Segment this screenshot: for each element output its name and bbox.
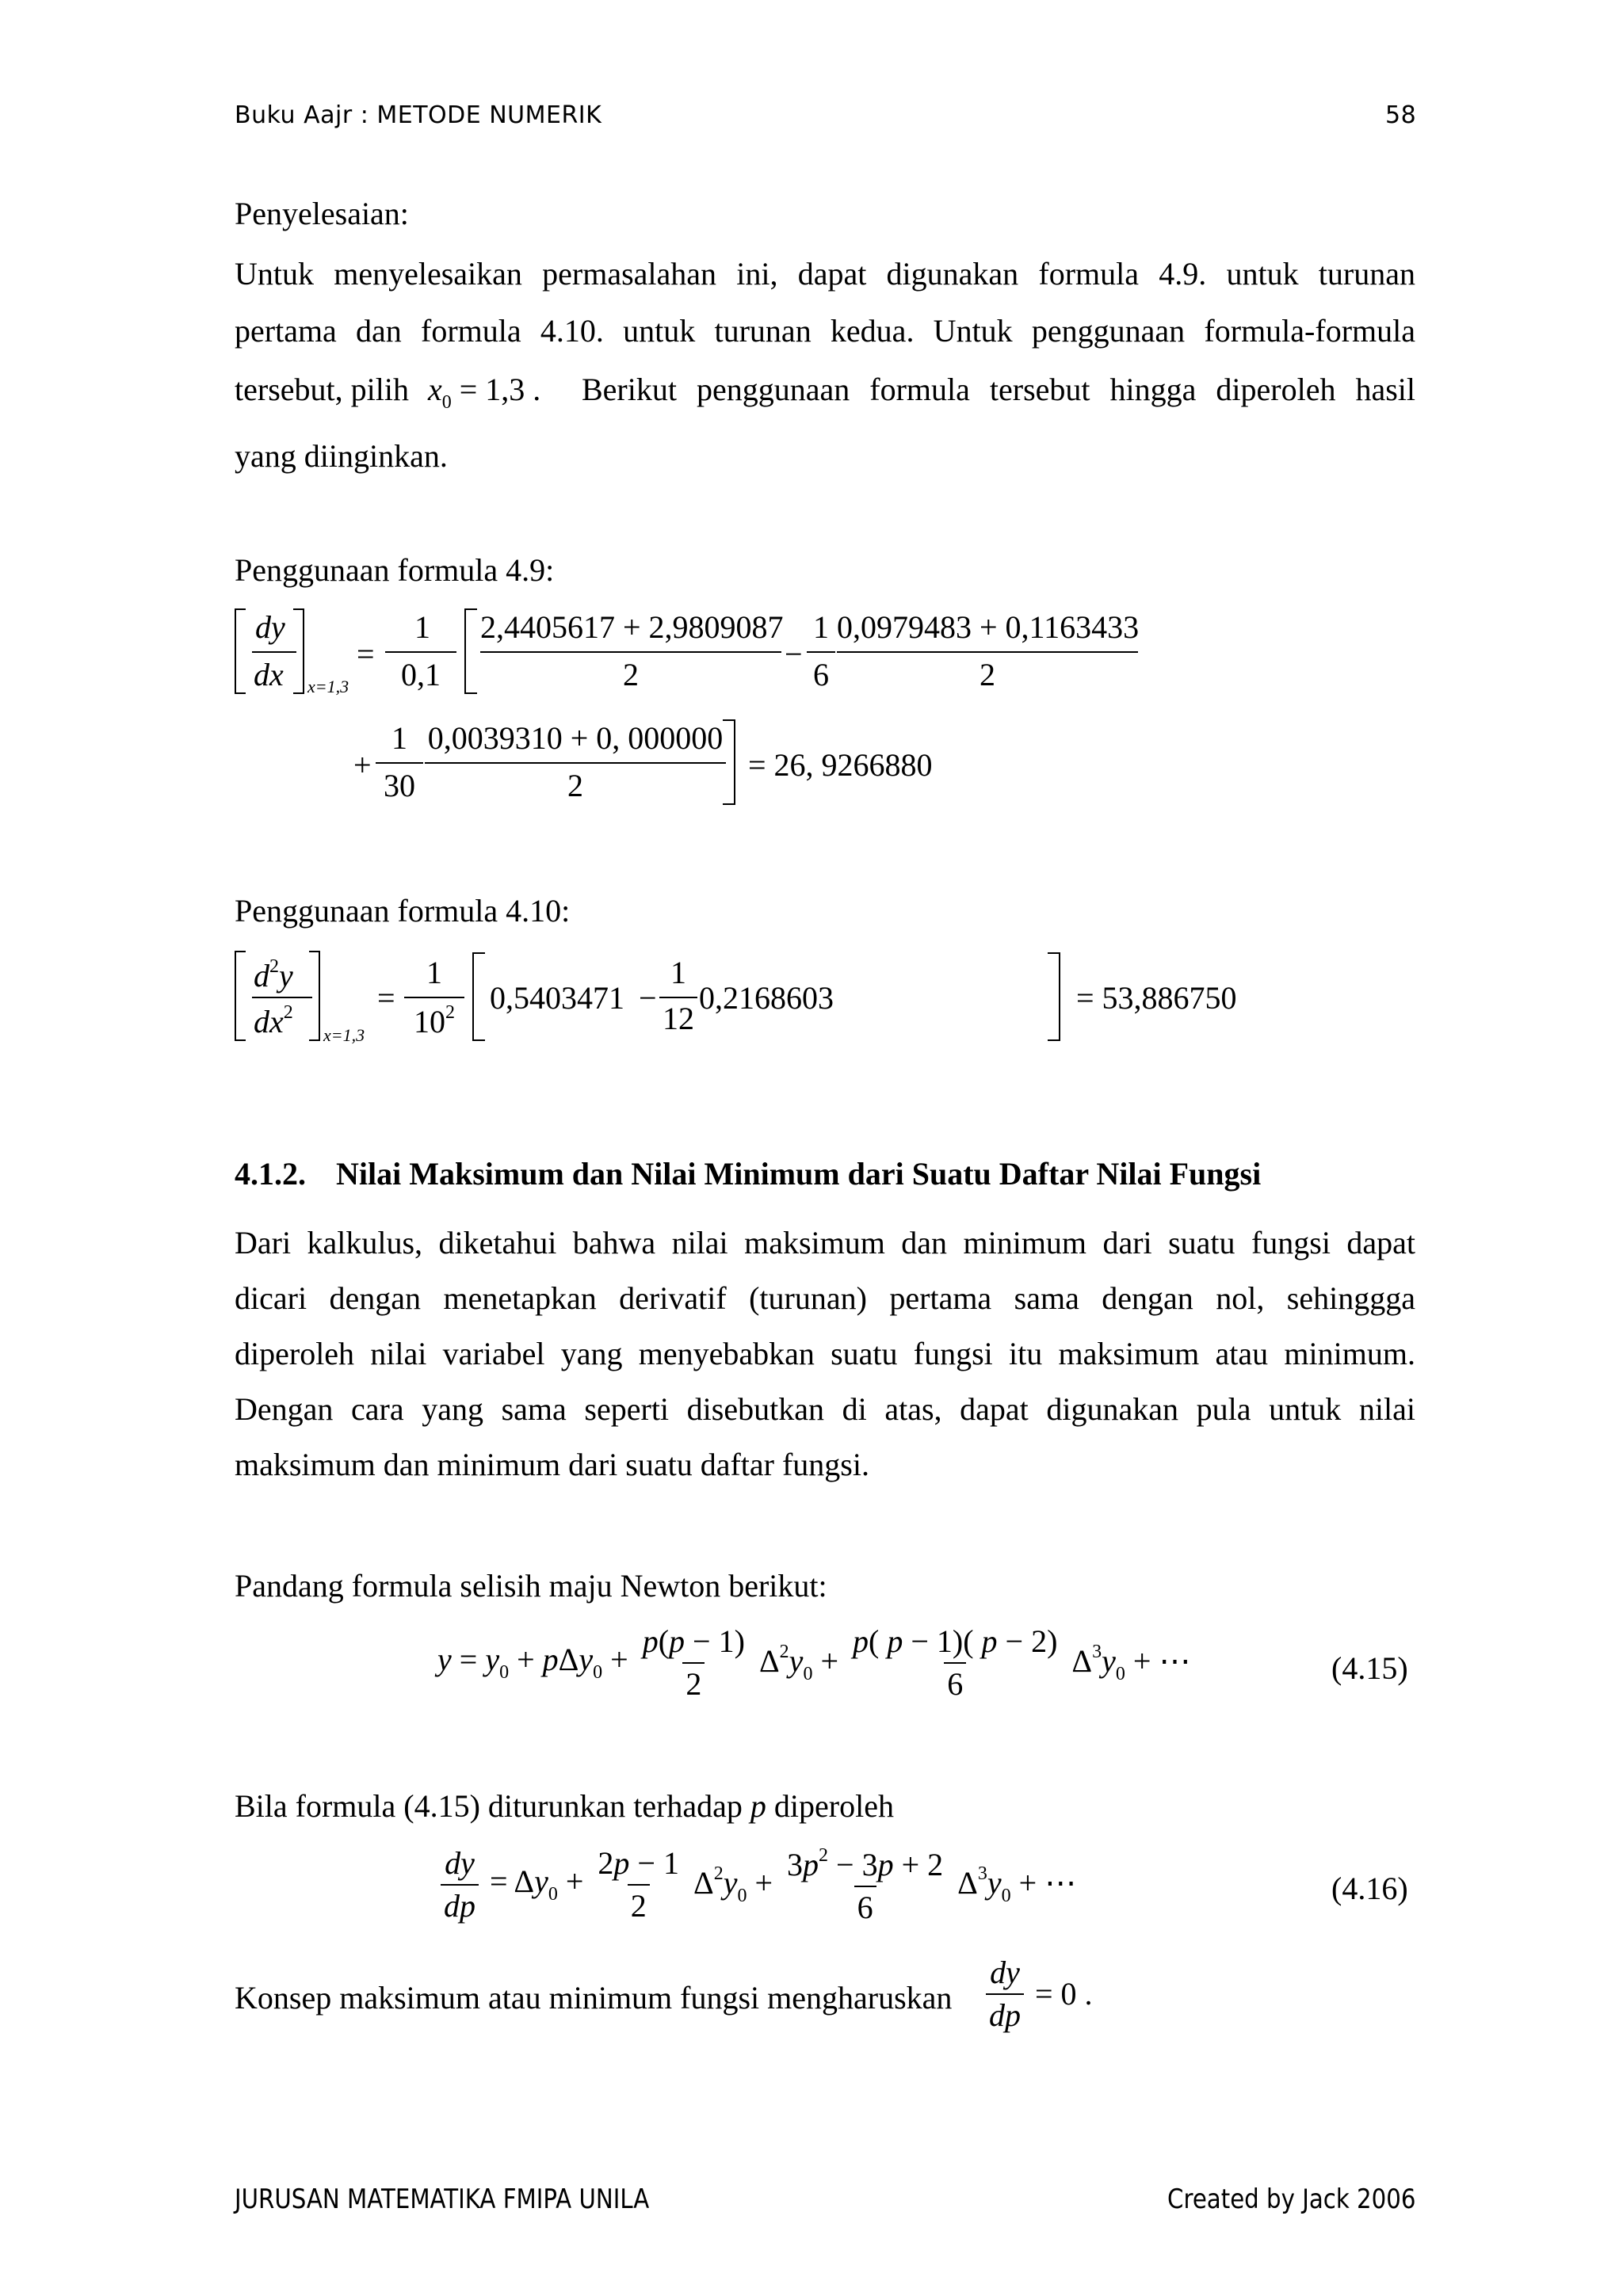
section-line-1: Dari kalkulus, diketahui bahwa nilai maksimum dan minimum dari suatu fungsi dapat [235, 1225, 1415, 1261]
term2-numerator: 0,0979483 + 0,1163433 [837, 609, 1140, 645]
intro-line-2: pertama dan formula 4.10. untuk turunan kedua. Untuk penggunaan formula-formula [235, 313, 1415, 349]
section-line-4: Dengan cara yang sama seperti disebutkan di atas, dapat digunakan pula untuk nilai [235, 1391, 1415, 1427]
intro-paragraph [235, 246, 1415, 360]
x0-expression: $x_0 = 1,3$ . [427, 372, 541, 413]
equation-4-15: $y = y_0 + p\Delta y_0$ + $\frac{p(p - 1)}{2}$ $\Delta^2y_0$ + $\frac{p( p - 1)( p - 2)}{6}$ $\Delta^3y_0$ + ⋯ [437, 1623, 1191, 1702]
footer-left: JURUSAN MATEMATIKA FMIPA UNILA [235, 2183, 650, 2215]
equation-4-16-label: (4.16) [1331, 1871, 1408, 1906]
step-h-49: 0,1 [401, 657, 441, 692]
dy-dp-zero: $\frac{dy}{dp}$ = 0 . [983, 1957, 1093, 2031]
section-line-2: dicari dengan menetapkan derivatif (turunan) pertama sama dengan nol, sehinggga [235, 1280, 1415, 1316]
dx2-denominator: $dx^2$ [254, 1002, 293, 1039]
footer-right: Created by Jack 2006 [1167, 2183, 1415, 2215]
formula-49-result: = 26, 9266880 [748, 747, 933, 783]
derive-sentence: Bila formula (4.15) diturunkan terhadap p diperoleh [235, 1788, 894, 1824]
section-number: 4.1.2. [235, 1156, 306, 1192]
intro-line-3: tersebut, pilih $x_0 = 1,3$ . [235, 372, 541, 413]
section-line-3: diperoleh nilai variabel yang menyebabkan suatu fungsi itu maksimum atau minimum. [235, 1336, 1415, 1371]
concept-sentence: Konsep maksimum atau minimum fungsi mengharuskan [235, 1980, 953, 2016]
solution-label: Penyelesaian: [235, 196, 409, 231]
h-squared: $10^2$ [414, 1002, 455, 1039]
formula-410-label: Penggunaan formula 4.10: [235, 893, 571, 929]
formula-410-result: = 53,886750 [1076, 980, 1237, 1016]
page-number: 58 [1385, 101, 1417, 129]
term-b-410: 0,2168603 [699, 980, 834, 1016]
section-line-5: maksimum dan minimum dari suatu daftar fungsi. [235, 1447, 869, 1482]
section-title: Nilai Maksimum dan Nilai Minimum dari Suatu Daftar Nilai Fungsi [336, 1156, 1262, 1192]
dx-denominator: dx [254, 657, 284, 692]
section-paragraph [235, 1215, 1415, 1493]
term3-numerator: 0,0039310 + 0, 000000 [427, 720, 724, 756]
running-header-title: Buku Aajr : METODE NUMERIK [235, 101, 602, 129]
newton-intro: Pandang formula selisih maju Newton berikut: [235, 1568, 827, 1604]
eval-subscript-410: x=1,3 [323, 1025, 365, 1045]
dy-numerator: dy [255, 609, 285, 645]
d2y-numerator: $d^2y$ [254, 956, 293, 994]
intro-line-5: yang diinginkan. [235, 438, 448, 474]
term-a-410: 0,5403471 [490, 980, 624, 1016]
intro-line-1: Untuk menyelesaikan permasalahan ini, dapat digunakan formula 4.9. untuk turunan [235, 256, 1415, 292]
term1-numerator: 2,4405617 + 2,9809087 [480, 609, 784, 645]
formula-49-label: Penggunaan formula 4.9: [235, 552, 555, 588]
eval-subscript-49: x=1,3 [307, 677, 349, 696]
equation-4-16: $\frac{dy}{dp}$ = $\Delta y_0$ + $\frac{2p - 1}{2}$ $\Delta^2y_0$ + $\frac{3p^2 - 3p + 2}{6}$ $\Delta^3y_0$ + ⋯ [437, 1846, 1076, 1924]
equation-4-15-label: (4.15) [1331, 1650, 1408, 1686]
formula-49-block: dy dx x=1,3 = 1 0,1 2,4405617 + 2,9809087 2 − 1 6 0,0979483 + 0,1163433 2 + 1 30 0,0039310 + 0, 000000 2 = 26, 9266880 [235, 608, 1503, 814]
formula-410-block: $d^2y$ $dx^2$ x=1,3 = 1 $10^2$ 0,5403471 − 1 12 0,2168603 = 53,886750 [235, 951, 1503, 1054]
intro-line-3-tail: Berikut penggunaan formula tersebut hingga diperoleh hasil [582, 372, 1415, 407]
